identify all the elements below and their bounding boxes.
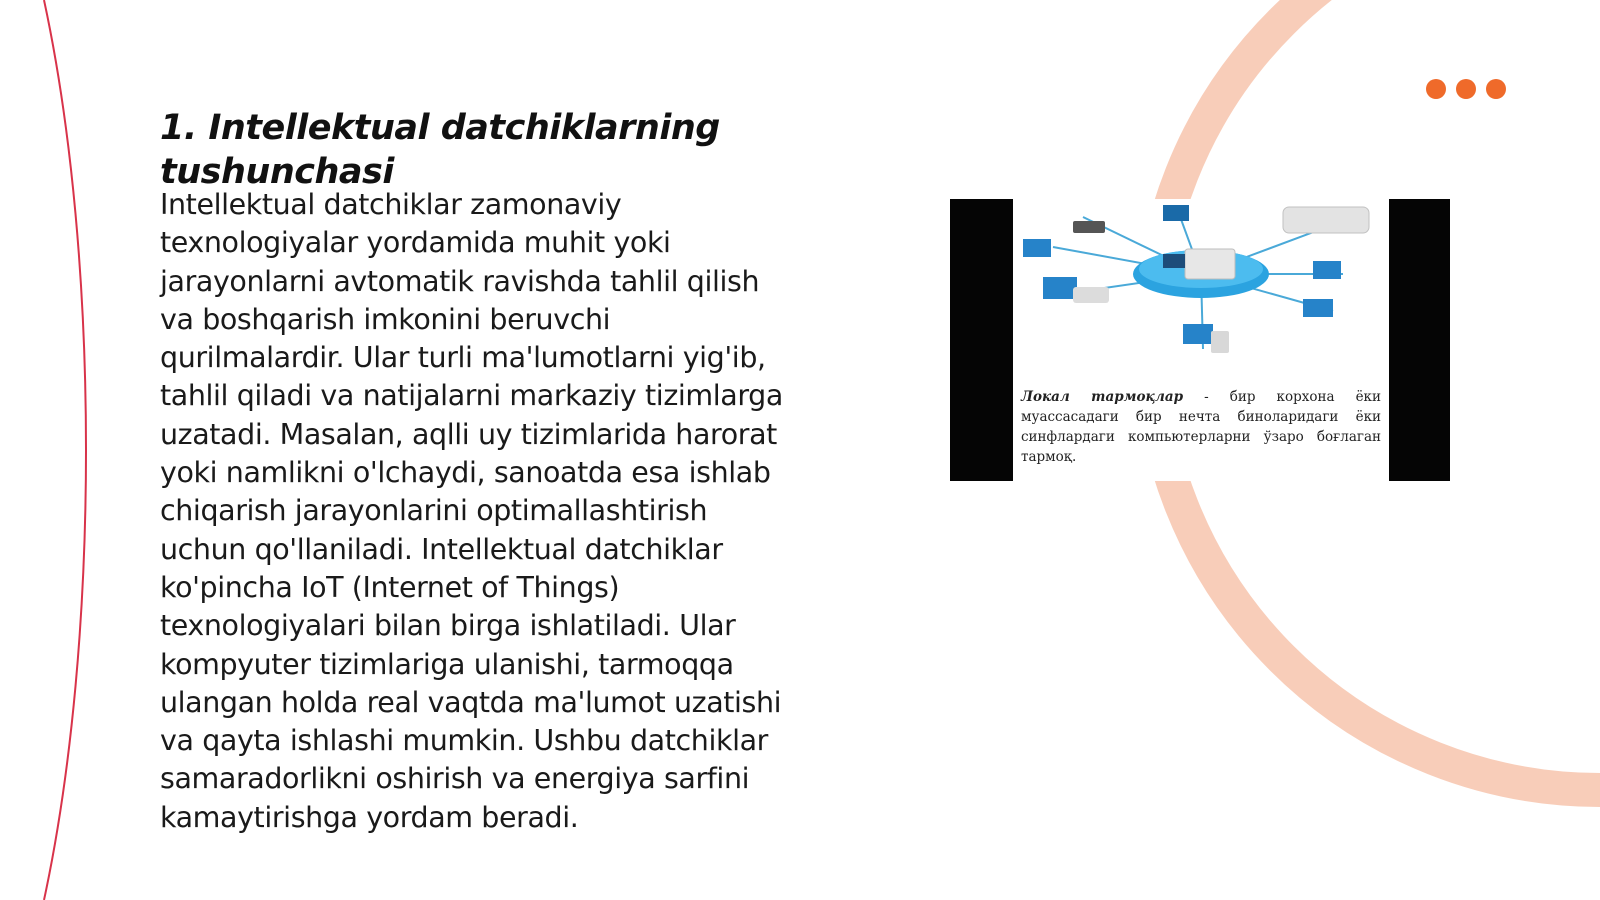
dot-icon — [1456, 79, 1476, 99]
dot-icon — [1486, 79, 1506, 99]
figure-panel — [1013, 199, 1389, 481]
network-diagram-illustration — [1013, 199, 1389, 379]
slide-body-text: Intellektual datchiklar zamonaviy texnologiyalar yordamida muhit yoki jarayonlarni avtomatik ravishda tahlil qilish va boshqarish imkonini beruvchi qurilmalardir. Ular turli ma'lumotlarni yig'ib, tahlil qiladi va natijalarni markaziy tizimlarga uzatadi. Masalan, aqlli uy tizimlarida harorat yoki namlikni o'lchaydi, sanoatda esa ishlab chiqarish jarayonlarini optimallashtirish uchun qo'llaniladi. Intellektual datchiklar ko'pincha IoT (Internet of Things) texnologiyalari bilan birga ishlatiladi. Ular kompyuter tizimlariga ulanishi, tarmoqqa ulangan holda real vaqtda ma'lumot uzatishi va qayta ishlashi mumkin. Ushbu datchiklar samaradorlikni oshirish va energiya sarfini kamaytirishga yordam beradi. — [160, 188, 783, 834]
figure-caption — [1021, 387, 1381, 467]
slide-title: 1. Intellektual datchiklarning tushunchasi — [160, 108, 720, 192]
dot-icon — [1426, 79, 1446, 99]
caption-term: Локал тармоқлар — [1021, 389, 1184, 405]
left-red-line — [44, 0, 86, 900]
menu-dots — [1426, 79, 1506, 99]
network-figure — [950, 199, 1450, 481]
caption-text: - бир корхона ёки муассасадаги бир нечта биноларидаги ёки синфлардаги компьютерларни ўзаро боғлаган тармоқ. — [1021, 389, 1381, 465]
